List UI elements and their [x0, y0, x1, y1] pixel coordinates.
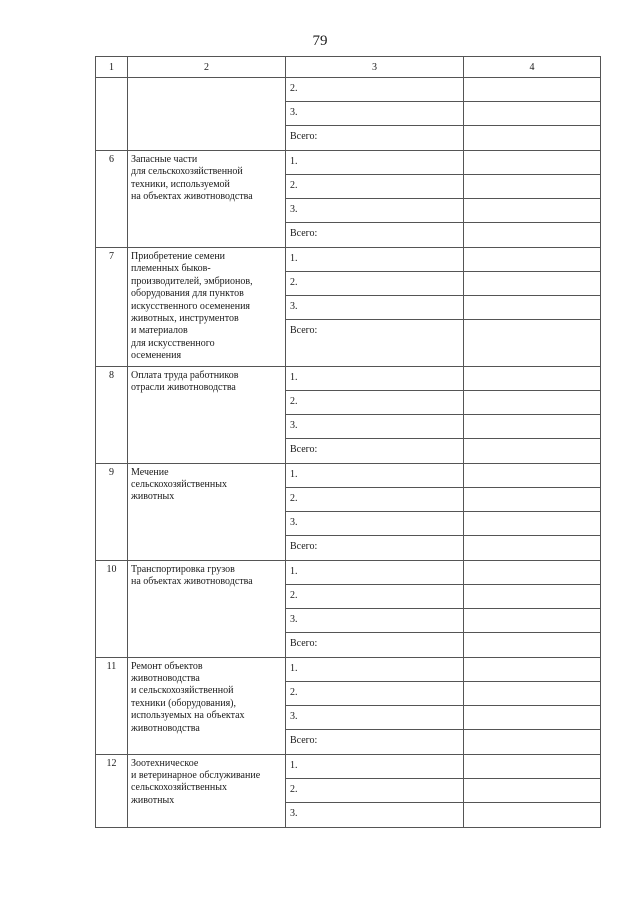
value-line	[464, 126, 600, 150]
description-line: и материалов	[131, 325, 188, 337]
value-line	[464, 223, 600, 247]
item-line: 1.	[286, 658, 463, 682]
item-line: 3.	[286, 512, 463, 536]
value-line	[464, 658, 600, 682]
table-row	[96, 151, 601, 248]
row-number: 10	[96, 560, 128, 657]
value-line	[464, 272, 600, 296]
item-line: 3.	[290, 807, 298, 819]
description-line: осеменения	[131, 350, 182, 362]
item-line: 1.	[286, 367, 463, 391]
item-line: Всего:	[290, 734, 318, 746]
row-description	[128, 754, 286, 827]
value-line	[464, 151, 600, 175]
budget-table	[95, 56, 601, 828]
item-line: 3.	[286, 706, 463, 730]
value-line	[464, 367, 600, 391]
description-line: используемых на объектах	[131, 710, 245, 722]
item-line: Всего:	[290, 325, 318, 336]
value-line	[464, 175, 600, 199]
row-values	[464, 366, 601, 463]
value-line	[464, 585, 600, 609]
item-line: 1.	[286, 248, 463, 272]
header-cell-3: 3	[286, 57, 464, 78]
row-number: 9	[96, 463, 128, 560]
value-line	[464, 488, 600, 512]
row-number: 8	[96, 366, 128, 463]
item-line: 2.	[286, 272, 463, 296]
row-number: 12	[96, 754, 128, 827]
item-line: 2.	[286, 78, 463, 102]
value-line	[464, 803, 600, 827]
value-line	[464, 706, 600, 730]
item-line: 2.	[286, 391, 463, 415]
table-row	[96, 754, 601, 827]
row-number: 11	[96, 657, 128, 754]
description-line: искусственного осеменения	[131, 300, 251, 312]
row-description	[128, 366, 286, 463]
row-items	[286, 151, 464, 248]
row-items	[286, 248, 464, 367]
row-items	[286, 463, 464, 560]
row-number	[96, 78, 128, 151]
table-row	[96, 657, 601, 754]
value-line	[464, 296, 600, 320]
description-line: животных	[131, 491, 175, 503]
item-line: 3.	[286, 415, 463, 439]
item-line: 1.	[286, 755, 463, 779]
row-description	[128, 463, 286, 560]
item-line: Всего:	[290, 443, 318, 455]
header-row	[96, 57, 601, 78]
value-line	[464, 102, 600, 126]
item-line: Всего:	[290, 540, 318, 552]
description-line: производителей, эмбрионов,	[131, 275, 253, 287]
row-values	[464, 151, 601, 248]
description-line: и сельскохозяйственной	[131, 685, 234, 697]
item-line: 1.	[286, 151, 463, 175]
page-number: 79	[312, 33, 328, 49]
description-line: Запасные части	[131, 154, 198, 165]
row-description	[128, 248, 286, 367]
item-line: 1.	[286, 561, 463, 585]
description-line: животноводства	[131, 722, 200, 734]
item-line: 2.	[286, 175, 463, 199]
row-items	[286, 366, 464, 463]
value-line	[464, 609, 600, 633]
row-items	[286, 78, 464, 151]
table-row	[96, 366, 601, 463]
row-items	[286, 560, 464, 657]
item-line: 3.	[286, 199, 463, 223]
description-line: техники, используемой	[131, 178, 230, 190]
value-line	[464, 78, 600, 102]
row-description	[128, 657, 286, 754]
row-values	[464, 463, 601, 560]
item-line: 2.	[286, 779, 463, 803]
value-line	[464, 415, 600, 439]
header-cell-1: 1	[96, 57, 128, 78]
value-line	[464, 320, 600, 366]
value-line	[464, 536, 600, 560]
description-line: отрасли животноводства	[131, 382, 236, 393]
description-line: на объектах животноводства	[131, 576, 253, 587]
row-values	[464, 560, 601, 657]
row-items	[286, 754, 464, 827]
row-description	[128, 78, 286, 151]
description-line: Мечение	[131, 466, 169, 478]
item-line: 3.	[286, 296, 463, 320]
description-line: племенных быков-	[131, 263, 211, 275]
item-line: 3.	[286, 102, 463, 126]
description-line: Оплата труда работников	[131, 369, 239, 381]
description-line: и ветеринарное обслуживание	[131, 770, 261, 781]
description-line: для сельскохозяйственной	[131, 166, 243, 178]
row-values	[464, 78, 601, 151]
description-line: сельскохозяйственных	[131, 479, 227, 490]
table-row	[96, 463, 601, 560]
table-body	[96, 57, 601, 828]
row-number: 7	[96, 248, 128, 367]
table-row	[96, 78, 601, 151]
value-line	[464, 682, 600, 706]
table-row	[96, 248, 601, 367]
item-line: 1.	[286, 464, 463, 488]
header-cell-2: 2	[128, 57, 286, 78]
row-description	[128, 560, 286, 657]
item-line: 3.	[286, 609, 463, 633]
item-line: 2.	[286, 682, 463, 706]
description-line: Ремонт объектов	[131, 660, 203, 672]
value-line	[464, 730, 600, 754]
value-line	[464, 512, 600, 536]
description-line: сельскохозяйственных	[131, 782, 227, 794]
row-values	[464, 248, 601, 367]
value-line	[464, 464, 600, 488]
value-line	[464, 391, 600, 415]
value-line	[464, 561, 600, 585]
row-number: 6	[96, 151, 128, 248]
description-line: для искусственного	[131, 337, 215, 349]
item-line: Всего:	[290, 131, 318, 142]
description-line: Транспортировка грузов	[131, 563, 235, 575]
description-line: оборудования для пунктов	[131, 288, 244, 300]
row-values	[464, 657, 601, 754]
description-line: животных, инструментов	[131, 313, 239, 325]
row-values	[464, 754, 601, 827]
description-line: животных	[131, 794, 175, 806]
row-description	[128, 151, 286, 248]
value-line	[464, 779, 600, 803]
value-line	[464, 248, 600, 272]
item-line: 2.	[286, 585, 463, 609]
description-line: техники (оборудования),	[131, 697, 236, 709]
description-line: Приобретение семени	[131, 251, 226, 262]
item-line: Всего:	[290, 637, 318, 649]
description-line: Зоотехническое	[131, 757, 199, 769]
header-cell-4: 4	[464, 57, 601, 78]
description-line: на объектах животноводства	[131, 191, 253, 203]
row-items	[286, 657, 464, 754]
item-line: 2.	[286, 488, 463, 512]
description-line: животноводства	[131, 673, 200, 684]
value-line	[464, 755, 600, 779]
item-line: Всего:	[290, 228, 318, 239]
value-line	[464, 633, 600, 657]
value-line	[464, 199, 600, 223]
table-row	[96, 560, 601, 657]
value-line	[464, 439, 600, 463]
